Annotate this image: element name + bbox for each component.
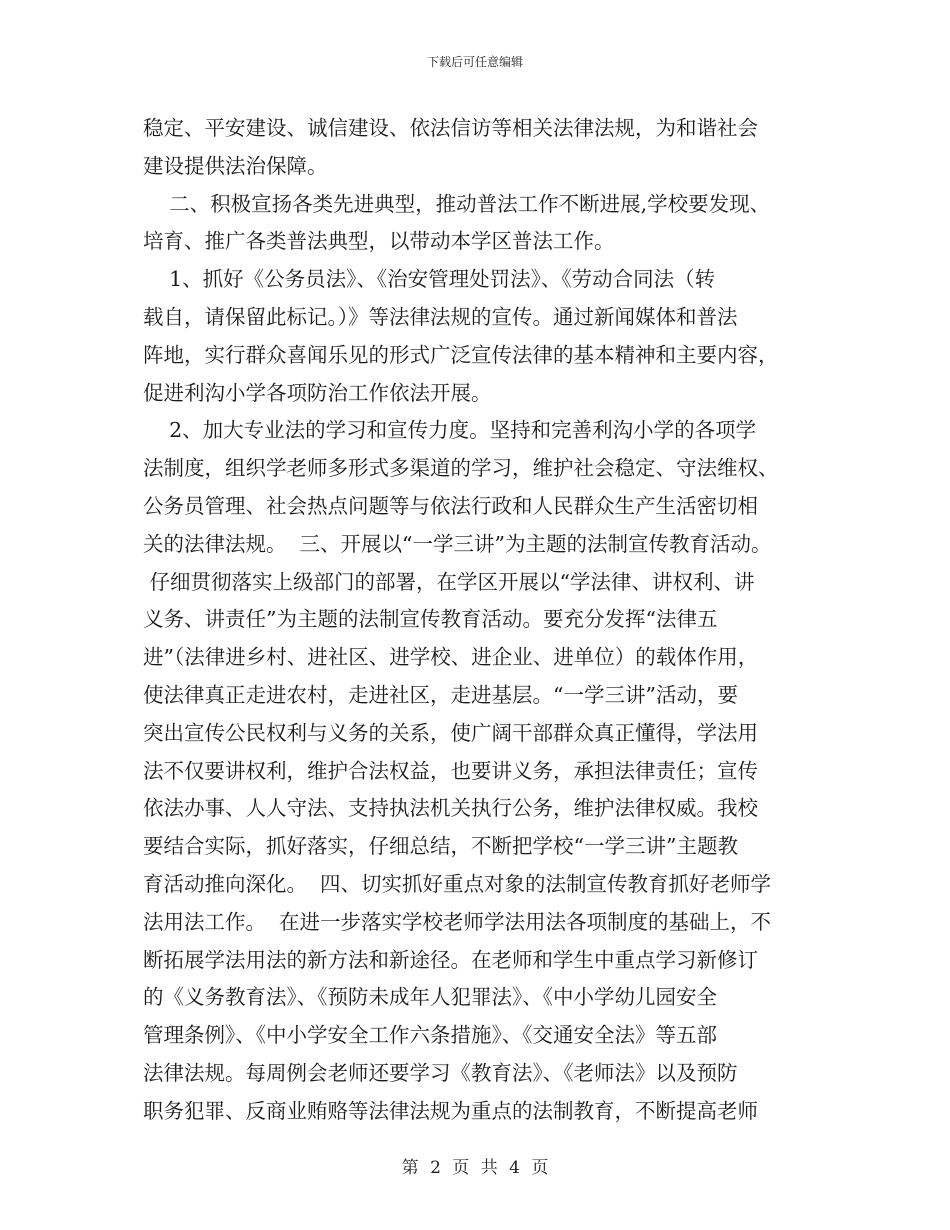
text-line: 法制度，组织学老师多形式多渠道的学习，维护社会稳定、守法维权、 <box>143 456 779 481</box>
text-line: 2、加大专业法的学习和宣传力度。坚持和完善利沟小学的各项学 <box>143 418 757 443</box>
page-number-footer: 第 2 页 共 4 页 <box>401 1158 549 1178</box>
text-line: 育活动推向深化。 四、切实抓好重点对象的法制宣传教育抓好老师学 <box>143 871 772 896</box>
text-line: 建设提供法治保障。 <box>143 153 328 178</box>
document-body <box>143 110 823 1131</box>
text-line: 公务员管理、社会热点问题等与依法行政和人民群众生产生活密切相 <box>143 493 758 518</box>
text-line: 法不仅要讲权利，维护合法权益，也要讲义务，承担法律责任；宣传 <box>143 758 758 783</box>
text-line: 稳定、平安建设、诚信建设、依法信访等相关法律法规，为和谐社会 <box>143 116 758 140</box>
text-line: 义务、讲责任”为主题的法制宣传教育活动。要充分发挥“法律五 <box>143 607 718 632</box>
text-line: 载自，请保留此标记。）》等法律法规的宣传。通过新闻媒体和普法 <box>143 304 738 329</box>
text-line: 二、积极宣扬各类先进典型，推动普法工作不断进展,学校要发现、 <box>143 191 771 216</box>
text-line: 职务犯罪、反商业贿赂等法律法规为重点的法制教育，不断提高老师 <box>143 1098 758 1123</box>
text-line: 1、抓好《公务员法》、《治安管理处罚法》、《劳动合同法（转 <box>143 267 716 292</box>
page-header: 下载后可任意编辑 <box>426 55 523 69</box>
text-line: 促进利沟小学各项防治工作依法开展。 <box>143 380 492 405</box>
text-line: 关的法律法规。 三、开展以“一学三讲”为主题的法制宣传教育活动。 <box>143 531 772 556</box>
text-line: 依法办事、人人守法、支持执法机关执行公务，维护法律权威。我校 <box>143 796 758 821</box>
text-line: 断拓展学法用法的新方法和新途径。在老师和学生中重点学习新修订 <box>143 947 758 972</box>
text-line: 阵地，实行群众喜闻乐见的形式广泛宣传法律的基本精神和主要内容， <box>143 342 779 367</box>
text-line: 要结合实际，抓好落实，仔细总结，不断把学校“一学三讲”主题教 <box>143 834 738 859</box>
text-line: 法用法工作。 在进一步落实学校老师学法用法各项制度的基础上，不 <box>143 909 772 934</box>
text-line: 的《义务教育法》、《预防未成年人犯罪法》、《中小学幼儿园安全 <box>143 985 717 1010</box>
text-line: 仔细贯彻落实上级部门的部署，在学区开展以“学法律、讲权利、讲 <box>143 569 755 594</box>
text-line: 突出宣传公民权利与义务的关系，使广阔干部群众真正懂得，学法用 <box>143 720 758 745</box>
text-line: 法律法规。每周例会老师还要学习《教育法》、《老师法》以及预防 <box>143 1060 738 1085</box>
text-line: 培育、推广各类普法典型，以带动本学区普法工作。 <box>143 229 615 254</box>
text-line: 使法律真正走进农村，走进社区，走进基层。“一学三讲”活动，要 <box>143 682 738 707</box>
text-line: 管理条例》、《中小学安全工作六条措施》、《交通安全法》等五部 <box>143 1023 717 1048</box>
text-line: 进”（法律进乡村、进社区、进学校、进企业、进单位）的载体作用， <box>143 645 759 670</box>
